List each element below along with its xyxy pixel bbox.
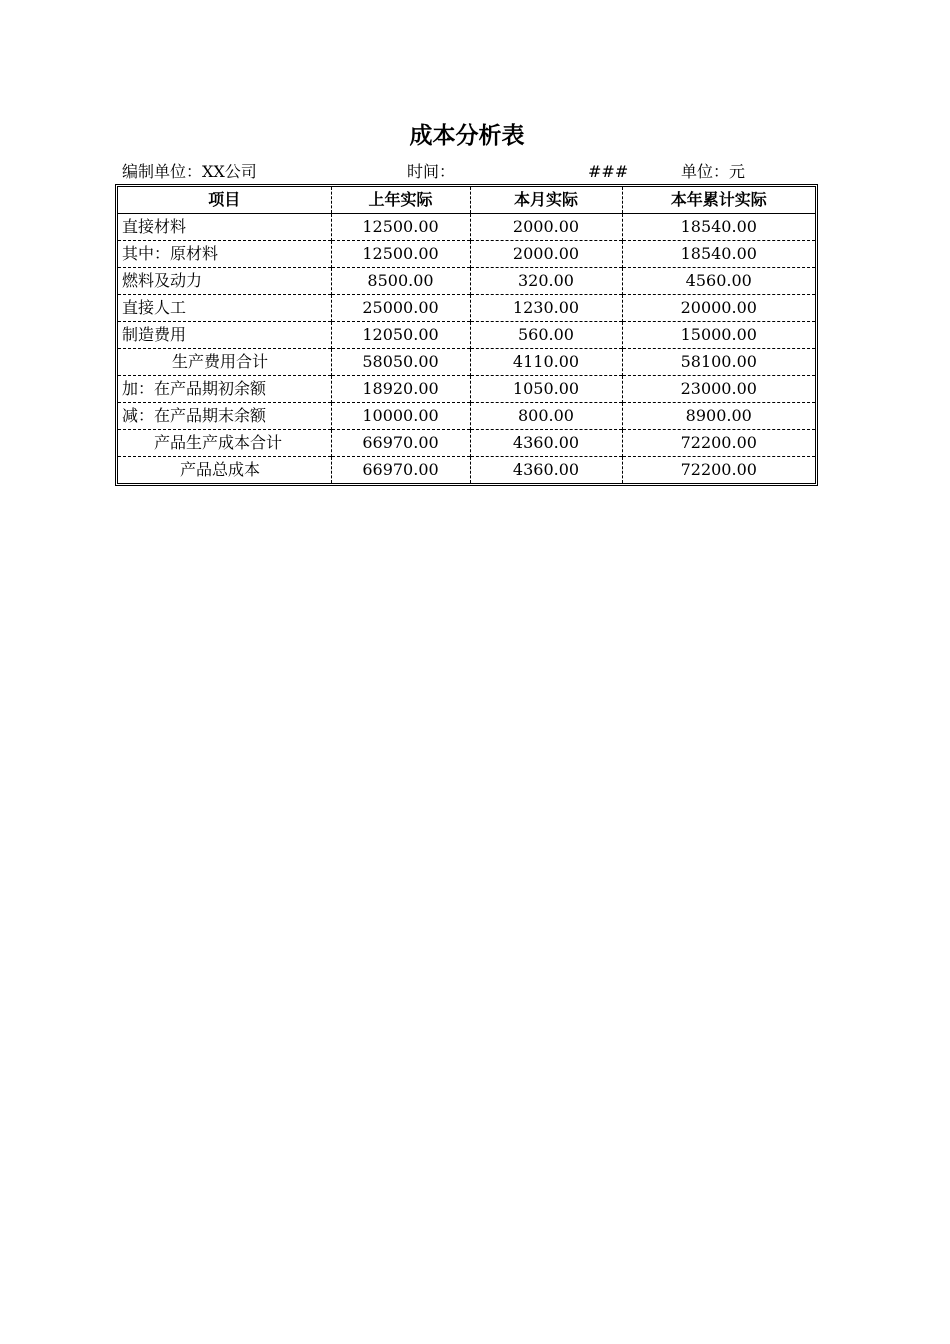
row-last-year: 18920.00 (331, 376, 470, 403)
row-this-month: 1230.00 (470, 295, 622, 322)
row-item: 其中：原材料 (118, 241, 331, 268)
row-this-month: 320.00 (470, 268, 622, 295)
table-header-row (118, 187, 815, 214)
row-ytd: 72200.00 (622, 457, 815, 484)
row-item: 生产费用合计 (118, 349, 331, 376)
row-last-year: 12050.00 (331, 322, 470, 349)
row-this-month: 4110.00 (470, 349, 622, 376)
row-item: 减：在产品期末余额 (118, 403, 331, 430)
row-ytd: 72200.00 (622, 430, 815, 457)
table-row (118, 376, 815, 403)
row-item: 制造费用 (118, 322, 331, 349)
row-this-month: 560.00 (470, 322, 622, 349)
row-ytd: 58100.00 (622, 349, 815, 376)
table-row (118, 322, 815, 349)
table-row (118, 349, 815, 376)
row-last-year: 25000.00 (331, 295, 470, 322)
header-this-month: 本月实际 (470, 187, 622, 214)
row-item: 直接材料 (122, 217, 187, 236)
row-this-month: 1050.00 (470, 376, 622, 403)
table-row (118, 295, 815, 322)
table-row (118, 403, 815, 430)
table-row (118, 241, 815, 268)
row-last-year: 12500.00 (331, 214, 470, 241)
row-item: 产品生产成本合计 (118, 430, 331, 457)
row-ytd: 15000.00 (622, 322, 815, 349)
row-this-month: 2000.00 (470, 214, 622, 241)
table-row (118, 457, 815, 484)
row-item: 直接人工 (118, 295, 331, 322)
table-row (118, 430, 815, 457)
row-this-month: 4360.00 (470, 457, 622, 484)
cost-table-frame (115, 184, 818, 486)
row-ytd: 18540.00 (622, 214, 815, 241)
unit-label: 单位：元 (681, 162, 746, 181)
row-ytd: 8900.00 (622, 403, 815, 430)
row-last-year: 58050.00 (331, 349, 470, 376)
row-last-year: 12500.00 (331, 241, 470, 268)
row-item: 加：在产品期初余额 (118, 376, 331, 403)
header-item: 项目 (118, 187, 331, 214)
row-last-year: 10000.00 (331, 403, 470, 430)
row-ytd: 20000.00 (622, 295, 815, 322)
header-last-year: 上年实际 (331, 187, 470, 214)
page-title: 成本分析表 (409, 123, 525, 149)
row-ytd: 18540.00 (622, 241, 815, 268)
row-ytd: 23000.00 (622, 376, 815, 403)
table-row (118, 214, 815, 241)
time-label: 时间： (407, 162, 456, 181)
row-last-year: 66970.00 (331, 430, 470, 457)
row-ytd: 4560.00 (622, 268, 815, 295)
row-item: 燃料及动力 (118, 268, 331, 295)
row-last-year: 66970.00 (331, 457, 470, 484)
org-label: 编制单位：XX公司 (122, 162, 257, 181)
cost-analysis-table (118, 187, 815, 483)
row-this-month: 4360.00 (470, 430, 622, 457)
table-row (118, 268, 815, 295)
row-this-month: 2000.00 (470, 241, 622, 268)
date-value: ### (588, 162, 629, 181)
row-item: 产品总成本 (118, 457, 331, 484)
row-last-year: 8500.00 (331, 268, 470, 295)
row-this-month: 800.00 (470, 403, 622, 430)
header-ytd: 本年累计实际 (622, 187, 815, 214)
